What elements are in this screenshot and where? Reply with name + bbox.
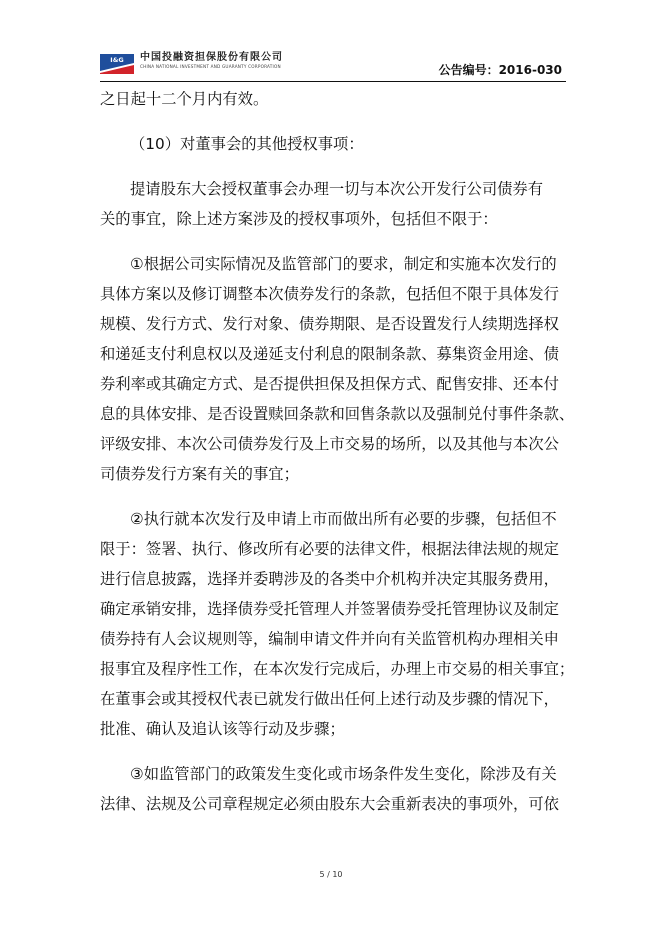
paragraph: [100, 129, 566, 159]
text-line: 和递延支付利息权以及递延支付利息的限制条款、募集资金用途、债: [100, 345, 559, 363]
paragraph-gap: [100, 114, 566, 129]
text-line: 息的具体安排、是否设置赎回条款和回售条款以及强制兑付事件条款、: [100, 405, 575, 423]
company-name-block: [140, 52, 283, 70]
company-name-cn: 中国投融资担保股份有限公司: [140, 52, 283, 63]
text-line: ②执行就本次发行及申请上市而做出所有必要的步骤，包括但不: [130, 510, 557, 528]
text-line: 规模、发行方式、发行对象、债券期限、是否设置发行人续期选择权: [100, 315, 559, 333]
header-rule: [100, 81, 566, 82]
text-line: 在董事会或其授权代表已就发行做出任何上述行动及步骤的情况下，: [100, 690, 559, 708]
company-logo: [100, 52, 134, 74]
paragraph: [100, 249, 575, 489]
document-body: [100, 84, 575, 819]
svg-text:I&G: I&G: [110, 56, 124, 64]
text-line: 进行信息披露，选择并委聘涉及的各类中介机构并决定其服务费用，: [100, 570, 559, 588]
text-line: 法律、法规及公司章程规定必须由股东大会重新表决的事项外，可依: [100, 795, 559, 813]
text-line: 关的事宜，除上述方案涉及的授权事项外，包括但不限于：: [100, 210, 498, 228]
text-line: ③如监管部门的政策发生变化或市场条件发生变化，除涉及有关: [130, 765, 557, 783]
text-line: 提请股东大会授权董事会办理一切与本次公开发行公司债券有: [130, 180, 544, 198]
text-line: 司债券发行方案有关的事宜；: [100, 465, 299, 483]
text-line: 之日起十二个月内有效。: [100, 90, 269, 108]
paragraph-gap: [100, 744, 566, 759]
paragraph: [100, 504, 575, 744]
text-line: 限于：签署、执行、修改所有必要的法律文件，根据法律法规的规定: [100, 540, 559, 558]
notice-number: 公告编号：2016-030: [438, 63, 562, 77]
text-line: 券利率或其确定方式、是否提供担保及担保方式、配售安排、还本付: [100, 375, 559, 393]
text-line: 评级安排、本次公司债券发行及上市交易的场所，以及其他与本次公: [100, 435, 559, 453]
text-line: （10）对董事会的其他授权事项：: [130, 135, 364, 153]
page-number: 5 / 10: [319, 870, 343, 879]
text-line: 确定承销安排，选择债券受托管理人并签署债券受托管理协议及制定: [100, 600, 559, 618]
paragraph: [100, 84, 566, 114]
text-line: 债券持有人会议规则等，编制申请文件并向有关监管机构办理相关申: [100, 630, 559, 648]
text-line: 批准、确认及追认该等行动及步骤；: [100, 720, 345, 738]
text-line: 具体方案以及修订调整本次债券发行的条款，包括但不限于具体发行: [100, 285, 559, 303]
paragraph: [100, 174, 566, 234]
paragraph: [100, 759, 566, 819]
text-line: 报事宜及程序性工作，在本次发行完成后，办理上市交易的相关事宜；: [100, 660, 575, 678]
paragraph-gap: [100, 159, 566, 174]
text-line: ①根据公司实际情况及监管部门的要求，制定和实施本次发行的: [130, 255, 557, 273]
paragraph-gap: [100, 234, 566, 249]
page-header: [100, 52, 566, 82]
paragraph-gap: [100, 489, 566, 504]
company-name-en: CHINA NATIONAL INVESTMENT AND GUARANTY CORPORATION: [140, 64, 281, 69]
